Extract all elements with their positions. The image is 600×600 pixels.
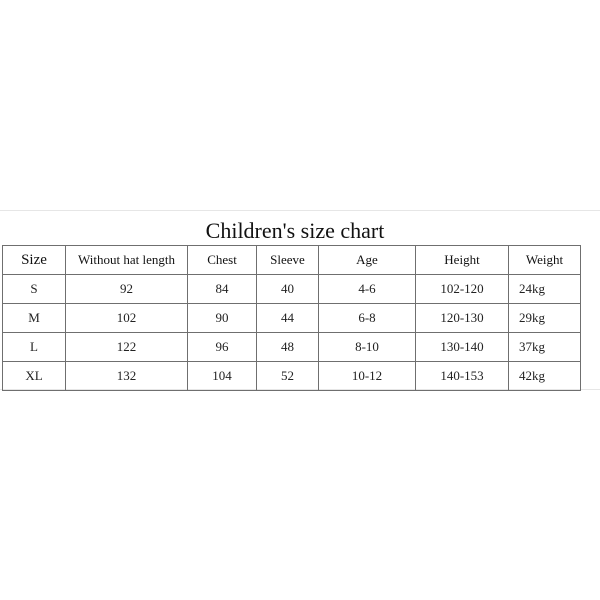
cell-chest: 104 (188, 362, 257, 391)
table-header-row (3, 246, 581, 275)
table-row (3, 304, 581, 333)
header-weight: Weight (509, 246, 581, 275)
cell-length: 102 (66, 304, 188, 333)
cell-weight: 29kg (509, 304, 581, 333)
table-row (3, 362, 581, 391)
header-length: Without hat length (66, 246, 188, 275)
cell-height: 102-120 (416, 275, 509, 304)
cell-sleeve: 40 (257, 275, 319, 304)
cell-age: 8-10 (319, 333, 416, 362)
cell-height: 120-130 (416, 304, 509, 333)
cell-age: 10-12 (319, 362, 416, 391)
cell-sleeve: 48 (257, 333, 319, 362)
table-row (3, 275, 581, 304)
cell-height: 130-140 (416, 333, 509, 362)
cell-size: L (3, 333, 66, 362)
cell-weight: 24kg (509, 275, 581, 304)
header-age: Age (319, 246, 416, 275)
cell-chest: 96 (188, 333, 257, 362)
size-table (2, 245, 581, 391)
cell-sleeve: 52 (257, 362, 319, 391)
cell-chest: 84 (188, 275, 257, 304)
cell-age: 6-8 (319, 304, 416, 333)
header-sleeve: Sleeve (257, 246, 319, 275)
cell-size: XL (3, 362, 66, 391)
header-height: Height (416, 246, 509, 275)
cell-chest: 90 (188, 304, 257, 333)
cell-length: 122 (66, 333, 188, 362)
cell-weight: 42kg (509, 362, 581, 391)
cell-age: 4-6 (319, 275, 416, 304)
cell-height: 140-153 (416, 362, 509, 391)
header-size: Size (3, 246, 66, 275)
cell-weight: 37kg (509, 333, 581, 362)
cell-length: 92 (66, 275, 188, 304)
table-row (3, 333, 581, 362)
cell-size: M (3, 304, 66, 333)
cell-size: S (3, 275, 66, 304)
cell-length: 132 (66, 362, 188, 391)
cell-sleeve: 44 (257, 304, 319, 333)
header-chest: Chest (188, 246, 257, 275)
chart-title: Children's size chart (205, 218, 385, 243)
